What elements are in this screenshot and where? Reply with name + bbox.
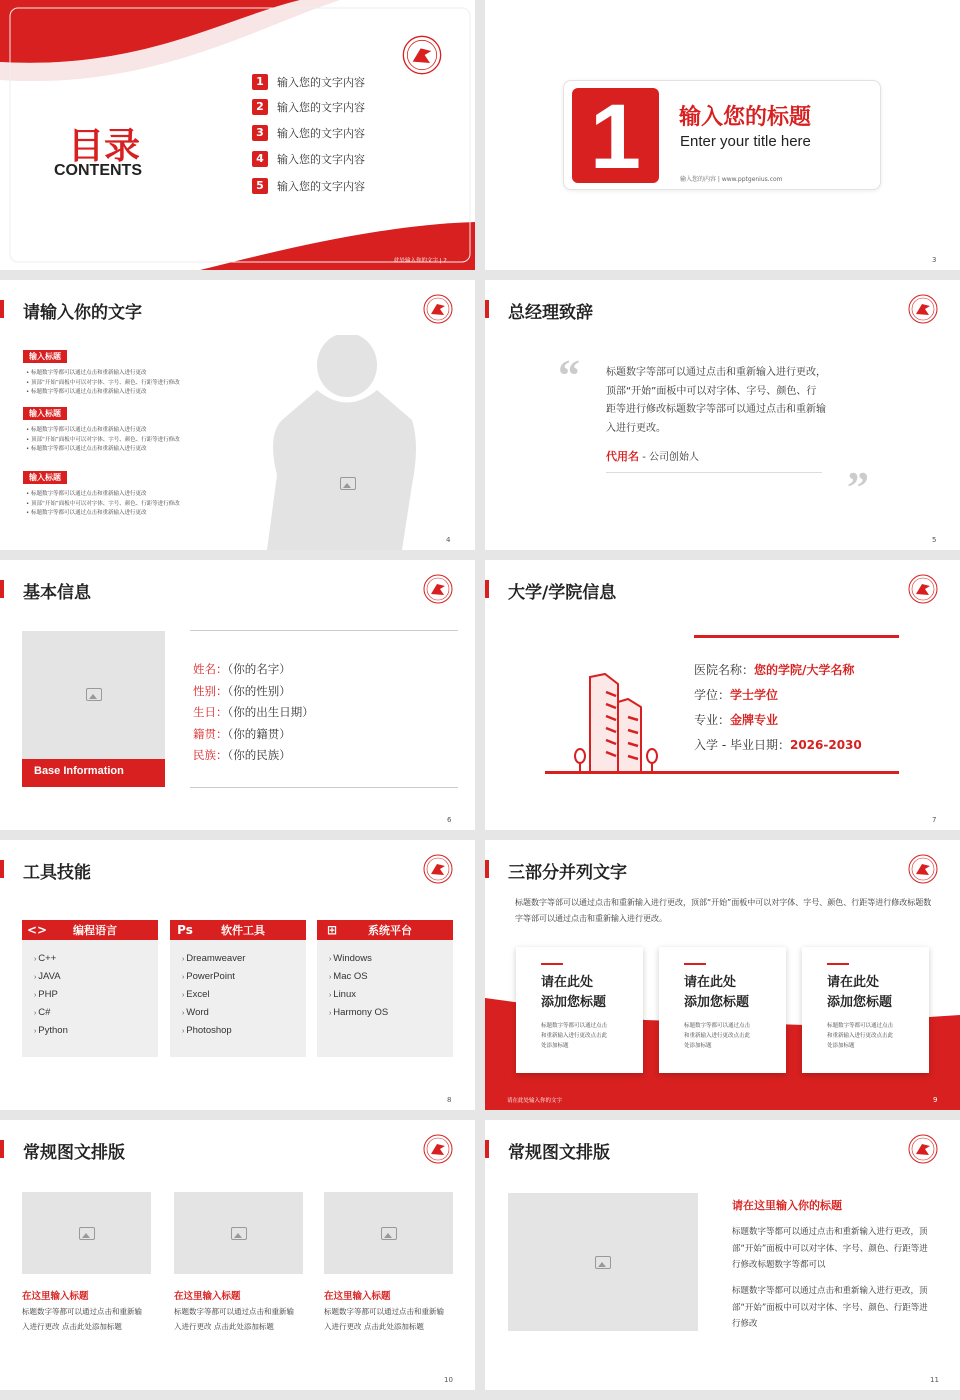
field-label: 医院名称： [694,663,755,677]
image-icon [381,1227,397,1240]
skill-item: › Python [34,1022,158,1040]
skill-column [22,920,158,1057]
slide-title: 三部分并列文字 [508,863,627,883]
bullet-item: • 标题数字等都可以通过点击和重新输入进行更改 [26,388,180,398]
school-logo [908,574,938,604]
image-icon [595,1256,611,1269]
field-label: 生日： [193,705,228,719]
card-title-line1: 请在此处 [827,975,880,990]
item-text: 标题数字等都可以通过点击和重新输入进行更改 点击此处添加标题 [174,1307,294,1331]
skill-item: › C++ [34,950,158,968]
toc-number: 3 [252,125,268,141]
field-label: 专业： [694,713,731,727]
slide-7-university[interactable] [485,560,960,830]
image-icon [79,1227,95,1240]
field-value: （你的民族） [227,748,291,762]
section-label: 输入标题 [23,350,67,363]
image-placeholder[interactable] [508,1193,698,1331]
page-number: 10 [444,1376,453,1384]
title-bar [485,580,489,598]
page-number: 9 [933,1096,938,1104]
content-heading: 请在这里输入你的标题 [732,1199,842,1212]
skill-item: › PowerPoint [182,968,306,986]
info-field [193,726,291,742]
skill-column [317,920,453,1057]
field-value: 金牌专业 [730,713,779,727]
slide-title: 基本信息 [23,583,91,603]
slide-10-layout[interactable] [0,1120,475,1390]
toc-number: 1 [252,74,268,90]
author-name: 代用名 [606,450,639,463]
university-field [694,736,862,753]
page-number: 5 [932,536,937,544]
slide-3-section[interactable] [485,0,960,270]
toc-item[interactable] [252,178,365,194]
skill-item: › Word [182,1004,306,1022]
slide-title: 常规图文排版 [23,1143,125,1163]
bullet-item: • 标题数字等都可以通过点击和重新输入进行更改 [26,426,180,436]
title-bar [0,300,4,318]
card-text: 标题数字等都可以通过点击和重新输入进行更改点击此处添加标题 [684,1023,751,1049]
quote-author [606,448,699,464]
section-label: 输入标题 [23,407,67,420]
page-number: 6 [447,816,452,824]
card-text: 标题数字等都可以通过点击和重新输入进行更改点击此处添加标题 [827,1023,894,1049]
photoshop-icon: Ps [177,923,193,937]
slide-title: 常规图文排版 [508,1143,610,1163]
author-role: - 公司创始人 [642,452,699,463]
slide-9-three-parts[interactable] [485,840,960,1110]
slide-11-layout[interactable] [485,1120,960,1390]
image-icon [231,1227,247,1240]
card-text: 标题数字等都可以通过点击和重新输入进行更改点击此处添加标题 [541,1023,608,1049]
divider [606,472,822,473]
contents-title: 目录 [68,126,141,167]
open-quote-icon: “ [558,351,580,400]
field-value: （你的性别） [227,683,291,698]
slide-4-text[interactable] [0,280,475,550]
field-label: 姓名： [193,662,228,676]
bullet-item: • 顶部“开始”面板中可以对字体、字号、颜色、行距等进行修改 [26,379,180,389]
field-value: （你的出生日期） [227,705,314,719]
toc-number: 2 [252,99,268,115]
page-number: 8 [447,1096,452,1104]
skill-column [170,920,306,1057]
column-title: 系统平台 [368,924,412,937]
school-logo [908,854,938,884]
field-value: （你的籍贯） [227,726,291,741]
paragraph-1: 标题数字等都可以通过点击和重新输入进行更改，顶部“开始”面板中可以对字体、字号、颜色、行距等进行修改标题数字等都可以 [732,1227,928,1270]
bullet-item: • 标题数字等都可以通过点击和重新输入进行更改 [26,509,180,519]
text-card[interactable] [659,947,786,1073]
field-value: （你的名字） [227,662,291,676]
image-placeholder[interactable] [324,1192,453,1274]
contents-subtitle: CONTENTS [54,162,142,179]
school-logo [908,294,938,324]
section-caption: 输入您的内容 | www.pptgenius.com [680,176,783,183]
slide-6-basic-info[interactable] [0,560,475,830]
column-title: 编程语言 [73,924,117,937]
university-field [694,686,778,703]
section-subtitle: Enter your title here [680,133,811,150]
text-card[interactable] [802,947,929,1073]
info-field [193,661,291,677]
field-label: 民族： [193,748,228,762]
image-placeholder[interactable] [338,475,358,491]
intro-text: 标题数字等部可以通过点击和重新输入进行更改，顶部“开始”面板中可以对字体、字号、颜色、行距等进行修改标题数字等部可以通过点击和重新输入进行更改。 [515,898,932,923]
university-field [694,661,854,678]
photo-label: Base Information [22,759,165,787]
image-placeholder[interactable] [22,1192,151,1274]
school-logo [402,35,442,75]
card-title-line1: 请在此处 [541,975,594,990]
bullet-item: • 标题数字等都可以通过点击和重新输入进行更改 [26,445,180,455]
field-label: 学位： [694,688,731,702]
toc-text: 输入您的文字内容 [277,180,365,193]
info-field [193,747,291,763]
text-card[interactable] [516,947,643,1073]
building-icon [573,672,663,772]
toc-text: 输入您的文字内容 [277,153,365,166]
toc-item[interactable] [252,99,365,115]
card-accent-line [541,963,563,965]
person-silhouette [262,335,422,550]
column-title: 软件工具 [221,924,265,937]
school-logo [423,574,453,604]
windows-icon: ⊞ [326,923,338,937]
field-value: 2026-2030 [789,738,862,752]
toc-text: 输入您的文字内容 [277,101,365,114]
divider-top [190,630,458,631]
skill-item: › Linux [329,986,453,1004]
item-caption: 在这里输入标题 [174,1291,241,1302]
title-bar [485,1140,489,1158]
image-icon [340,477,356,490]
card-title-line1: 请在此处 [684,975,737,990]
bullet-list [26,369,180,398]
bullet-item: • 顶部“开始”面板中可以对字体、字号、颜色、行距等进行修改 [26,500,180,510]
toc-text: 输入您的文字内容 [277,127,365,140]
divider-top [694,635,899,638]
title-bar [485,300,489,318]
skill-item: › PHP [34,986,158,1004]
field-value: 您的学院/大学名称 [754,663,855,677]
footer-text: 此处输入你的文字 | 2 [394,258,447,264]
page-number: 7 [932,816,937,824]
item-caption: 在这里输入标题 [324,1291,391,1302]
slide-2-contents[interactable] [0,0,475,270]
title-bar [0,860,4,878]
skill-item: › Photoshop [182,1022,306,1040]
title-bar [0,1140,4,1158]
skill-item: › Mac OS [329,968,453,986]
field-label: 籍贯： [193,726,228,741]
toc-text: 输入您的文字内容 [277,76,365,89]
title-bar [0,580,4,598]
toc-number: 5 [252,178,268,194]
card-title-line2: 添加您标题 [684,995,750,1010]
slide-title: 工具技能 [23,863,91,883]
bullet-list [26,490,180,519]
card-title-line2: 添加您标题 [827,995,893,1010]
info-field [193,704,314,720]
toc-number: 4 [252,151,268,167]
item-caption: 在这里输入标题 [22,1291,89,1302]
skill-item: › Harmony OS [329,1004,453,1022]
close-quote-icon: ” [847,463,869,512]
skill-item: › Excel [182,986,306,1004]
item-text: 标题数字等都可以通过点击和重新输入进行更改 点击此处添加标题 [22,1307,142,1331]
bullet-list [26,426,180,455]
info-field [193,683,291,699]
toc-item[interactable] [252,74,365,90]
section-number: 1 [572,88,659,183]
field-label: 入学 - 毕业日期： [694,738,790,752]
page-number: 11 [930,1376,939,1384]
divider-bottom [190,787,458,788]
quote-text: 标题数字等部可以通过点击和重新输入进行更改，顶部“开始”面板中可以对字体、字号、颜色、行距等进行修改标题数字等部可以通过点击和重新输入进行更改。 [606,367,826,434]
slide-5-speech[interactable] [485,280,960,550]
bullet-item: • 标题数字等都可以通过点击和重新输入进行更改 [26,490,180,500]
footer-text: 请在此处输入你的文字 [507,1098,563,1104]
school-logo [423,854,453,884]
card-title-line2: 添加您标题 [541,995,607,1010]
slide-title: 大学/学院信息 [508,583,617,603]
card-accent-line [684,963,706,965]
toc-item[interactable] [252,151,365,167]
skill-item: › C# [34,1004,158,1022]
slide-8-skills[interactable] [0,840,475,1110]
code-icon: <> [26,923,48,937]
image-icon [86,688,102,701]
field-value: 学士学位 [730,688,779,702]
bullet-item: • 顶部“开始”面板中可以对字体、字号、颜色、行距等进行修改 [26,436,180,446]
card-accent-line [827,963,849,965]
slide-title: 总经理致辞 [508,303,593,323]
field-label: 性别： [193,683,228,698]
skill-item: › Windows [329,950,453,968]
skill-item: › Dreamweaver [182,950,306,968]
paragraph-2: 标题数字等都可以通过点击和重新输入进行更改，顶部“开始”面板中可以对字体、字号、颜色、行距等进行修改 [732,1286,928,1329]
bullet-item: • 标题数字等都可以通过点击和重新输入进行更改 [26,369,180,379]
image-placeholder[interactable] [174,1192,303,1274]
page-number: 3 [932,256,937,264]
section-label: 输入标题 [23,471,67,484]
school-logo [908,1134,938,1164]
title-bar [485,860,489,878]
section-title: 输入您的标题 [679,105,812,130]
school-logo [423,294,453,324]
university-field [694,711,778,728]
page-number: 4 [446,536,451,544]
school-logo [423,1134,453,1164]
toc-item[interactable] [252,125,365,141]
skill-item: › JAVA [34,968,158,986]
slide-title: 请输入你的文字 [23,303,142,323]
item-text: 标题数字等都可以通过点击和重新输入进行更改 点击此处添加标题 [324,1307,444,1331]
